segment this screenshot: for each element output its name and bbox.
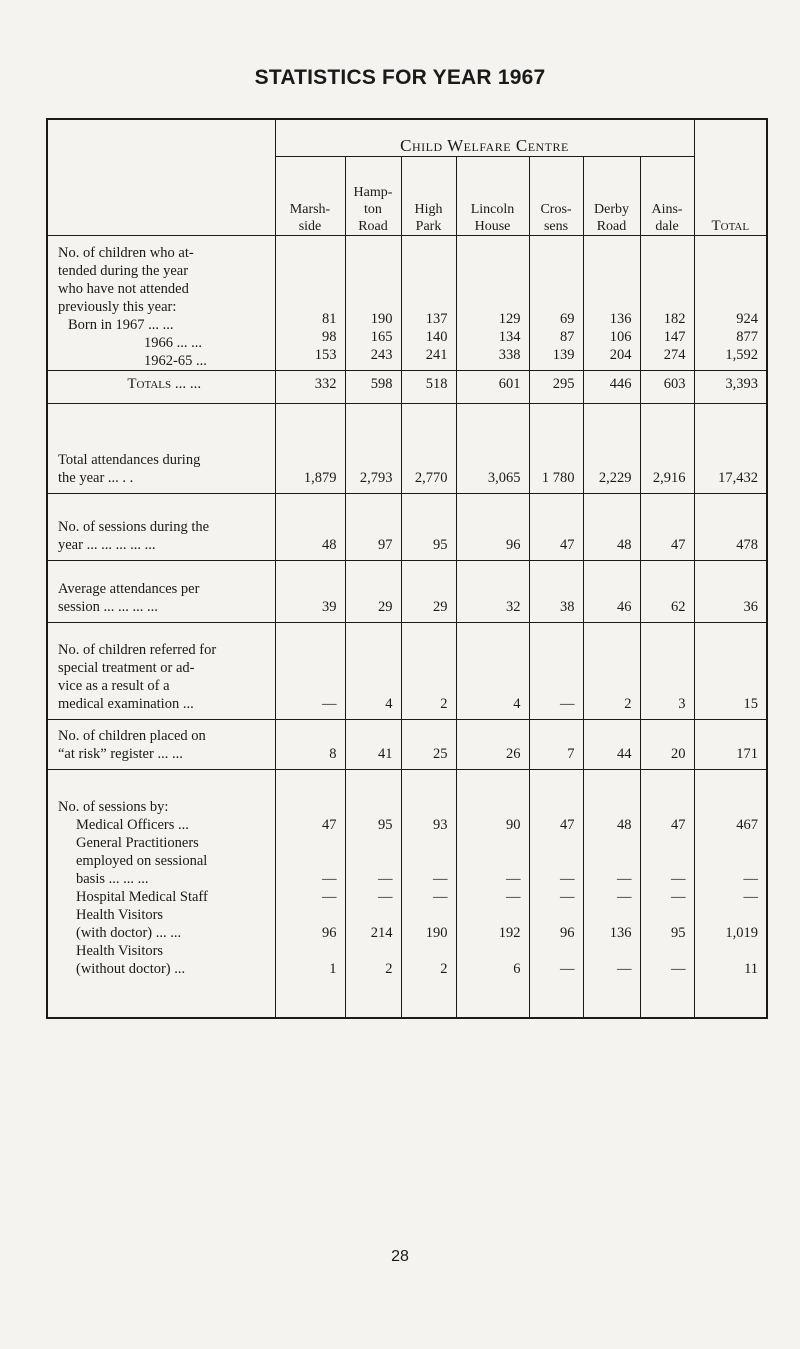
value-cell bbox=[401, 623, 456, 720]
cell-value: 204 bbox=[609, 347, 632, 363]
cell-value: — bbox=[322, 871, 337, 887]
cell-value: 47 bbox=[671, 537, 686, 553]
value-cell bbox=[275, 371, 345, 404]
cell-value: 332 bbox=[314, 376, 337, 392]
cell-value: — bbox=[617, 889, 632, 905]
table-row bbox=[47, 494, 767, 561]
cell-value: — bbox=[617, 961, 632, 977]
value-cell bbox=[456, 561, 529, 623]
cell-value: 95 bbox=[433, 537, 448, 553]
sub-row-label: General Practitioners employed on sessional basis ... ... ... bbox=[76, 835, 208, 887]
value-cell bbox=[694, 770, 767, 1018]
cell-value: — bbox=[560, 961, 575, 977]
sub-row-label: Born in 1967 ... ... bbox=[68, 317, 174, 333]
cell-value: 38 bbox=[560, 599, 575, 615]
cell-value: 3 bbox=[678, 696, 686, 712]
column-header: Cros- sens bbox=[529, 157, 583, 236]
cell-value: 1 bbox=[329, 961, 337, 977]
cell-value: 48 bbox=[617, 537, 632, 553]
cell-value: 26 bbox=[506, 746, 521, 762]
cell-value: 87 bbox=[560, 329, 575, 345]
value-cell bbox=[583, 561, 640, 623]
cell-value: 32 bbox=[506, 599, 521, 615]
cell-value: 69 bbox=[560, 311, 575, 327]
sub-row-label: 1966 ... ... bbox=[144, 335, 202, 351]
value-cell bbox=[401, 404, 456, 494]
value-cell bbox=[345, 404, 401, 494]
cell-value: — bbox=[617, 871, 632, 887]
column-header: High Park bbox=[401, 157, 456, 236]
cell-value: 134 bbox=[498, 329, 521, 345]
cell-value: 15 bbox=[743, 696, 759, 712]
value-cell bbox=[456, 371, 529, 404]
cell-value: 598 bbox=[370, 376, 393, 392]
cell-value: 2 bbox=[385, 961, 393, 977]
cell-value: 2 bbox=[440, 696, 448, 712]
value-cell bbox=[640, 494, 694, 561]
value-cell bbox=[345, 770, 401, 1018]
cell-value: 29 bbox=[378, 599, 393, 615]
value-cell bbox=[275, 236, 345, 371]
cell-value: 81 bbox=[322, 311, 337, 327]
cell-value: 129 bbox=[498, 311, 521, 327]
cell-value: 11 bbox=[744, 961, 759, 977]
cell-value: 17,432 bbox=[718, 470, 759, 486]
row-label bbox=[47, 371, 275, 404]
cell-value: 478 bbox=[736, 537, 759, 553]
column-header: Lincoln House bbox=[456, 157, 529, 236]
column-header: Hamp- ton Road bbox=[345, 157, 401, 236]
value-cell bbox=[529, 720, 583, 770]
table-row bbox=[47, 720, 767, 770]
value-cell bbox=[456, 770, 529, 1018]
cell-value: — bbox=[433, 889, 448, 905]
cell-value: 924 bbox=[736, 311, 759, 327]
cell-value: 29 bbox=[433, 599, 448, 615]
group-header-label: Child Welfare Centre bbox=[400, 136, 569, 155]
cell-value: 601 bbox=[498, 376, 521, 392]
cell-value: — bbox=[560, 889, 575, 905]
value-cell bbox=[401, 236, 456, 371]
value-cell bbox=[401, 494, 456, 561]
cell-value: 3,065 bbox=[487, 470, 521, 486]
sub-row-label: 1962-65 ... bbox=[144, 353, 207, 369]
cell-value: 190 bbox=[425, 925, 448, 941]
value-cell bbox=[345, 561, 401, 623]
value-cell bbox=[694, 623, 767, 720]
sub-row-label: Hospital Medical Staff bbox=[76, 889, 208, 905]
cell-value: 171 bbox=[736, 746, 759, 762]
value-cell bbox=[694, 720, 767, 770]
cell-value: 97 bbox=[378, 537, 393, 553]
cell-value: 95 bbox=[378, 817, 393, 833]
cell-value: 140 bbox=[425, 329, 448, 345]
cell-value: — bbox=[671, 889, 686, 905]
value-cell bbox=[345, 720, 401, 770]
column-header: Marsh- side bbox=[275, 157, 345, 236]
cell-value: 2 bbox=[440, 961, 448, 977]
value-cell bbox=[529, 404, 583, 494]
cell-value: 182 bbox=[663, 311, 686, 327]
cell-value: 139 bbox=[552, 347, 575, 363]
value-cell bbox=[583, 623, 640, 720]
value-cell bbox=[401, 720, 456, 770]
corner-cell bbox=[47, 119, 275, 236]
value-cell bbox=[529, 561, 583, 623]
column-header: Ains- dale bbox=[640, 157, 694, 236]
value-cell bbox=[456, 623, 529, 720]
value-cell bbox=[345, 236, 401, 371]
row-label: No. of children placed on “at risk” register ... ... bbox=[47, 720, 275, 770]
cell-value: 2,793 bbox=[359, 470, 393, 486]
cell-value: 3,393 bbox=[725, 376, 759, 392]
cell-value: 96 bbox=[322, 925, 337, 941]
cell-value: 2,916 bbox=[652, 470, 686, 486]
value-cell bbox=[640, 623, 694, 720]
value-cell bbox=[456, 236, 529, 371]
cell-value: 338 bbox=[498, 347, 521, 363]
value-cell bbox=[529, 623, 583, 720]
cell-value: 47 bbox=[322, 817, 337, 833]
value-cell bbox=[583, 770, 640, 1018]
cell-value: 1,592 bbox=[725, 347, 759, 363]
value-cell bbox=[456, 720, 529, 770]
cell-value: 243 bbox=[370, 347, 393, 363]
cell-value: 2 bbox=[624, 696, 632, 712]
cell-value: 39 bbox=[322, 599, 337, 615]
table-row bbox=[47, 236, 767, 371]
value-cell bbox=[456, 494, 529, 561]
cell-value: 467 bbox=[736, 817, 759, 833]
value-cell bbox=[583, 236, 640, 371]
value-cell bbox=[275, 623, 345, 720]
cell-value: 603 bbox=[663, 376, 686, 392]
cell-value: 47 bbox=[560, 537, 575, 553]
value-cell bbox=[275, 494, 345, 561]
value-cell bbox=[275, 561, 345, 623]
table-row bbox=[47, 623, 767, 720]
cell-value: 295 bbox=[552, 376, 575, 392]
cell-value: 446 bbox=[609, 376, 632, 392]
cell-value: 41 bbox=[378, 746, 393, 762]
cell-value: — bbox=[560, 696, 575, 712]
cell-value: 241 bbox=[425, 347, 448, 363]
value-cell bbox=[583, 720, 640, 770]
value-cell bbox=[640, 236, 694, 371]
value-cell bbox=[694, 494, 767, 561]
page-number: 28 bbox=[391, 1248, 409, 1265]
sub-row-label: Health Visitors (without doctor) ... bbox=[76, 943, 186, 977]
cell-value: 93 bbox=[433, 817, 448, 833]
sub-row-label: Health Visitors (with doctor) ... ... bbox=[76, 907, 182, 941]
cell-value: 48 bbox=[322, 537, 337, 553]
page-title: STATISTICS FOR YEAR 1967 bbox=[254, 66, 546, 89]
total-header-spacer bbox=[694, 119, 767, 157]
table-row bbox=[47, 404, 767, 494]
row-label: No. of sessions during the year ... ... ... ... ... bbox=[47, 494, 275, 561]
cell-value: 36 bbox=[743, 599, 759, 615]
value-cell bbox=[640, 770, 694, 1018]
table-row bbox=[47, 770, 767, 1018]
cell-value: 192 bbox=[498, 925, 521, 941]
cell-value: 44 bbox=[617, 746, 632, 762]
cell-value: 6 bbox=[513, 961, 521, 977]
cell-value: — bbox=[743, 889, 759, 905]
value-cell bbox=[583, 371, 640, 404]
value-cell bbox=[640, 720, 694, 770]
cell-value: — bbox=[671, 871, 686, 887]
cell-value: 1 780 bbox=[541, 470, 575, 486]
cell-value: 7 bbox=[567, 746, 575, 762]
cell-value: 165 bbox=[370, 329, 393, 345]
cell-value: — bbox=[506, 871, 521, 887]
cell-value: 147 bbox=[663, 329, 686, 345]
cell-value: 2,229 bbox=[598, 470, 632, 486]
statistics-table bbox=[46, 118, 768, 1019]
cell-value: — bbox=[378, 889, 393, 905]
cell-value: 137 bbox=[425, 311, 448, 327]
value-cell bbox=[275, 404, 345, 494]
cell-value: 190 bbox=[370, 311, 393, 327]
sub-row-label: Medical Officers ... bbox=[76, 817, 189, 833]
cell-value: 136 bbox=[609, 925, 632, 941]
cell-value: 8 bbox=[329, 746, 337, 762]
value-cell bbox=[640, 371, 694, 404]
cell-value: 106 bbox=[609, 329, 632, 345]
value-cell bbox=[694, 404, 767, 494]
cell-value: 4 bbox=[513, 696, 521, 712]
cell-value: 2,770 bbox=[414, 470, 448, 486]
value-cell bbox=[456, 404, 529, 494]
value-cell bbox=[694, 561, 767, 623]
row-label: Average attendances per session ... ... ... ... bbox=[47, 561, 275, 623]
cell-value: 4 bbox=[385, 696, 393, 712]
cell-value: — bbox=[743, 871, 759, 887]
value-cell bbox=[583, 494, 640, 561]
cell-value: 48 bbox=[617, 817, 632, 833]
value-cell bbox=[529, 371, 583, 404]
cell-value: 25 bbox=[433, 746, 448, 762]
value-cell bbox=[694, 371, 767, 404]
column-header bbox=[694, 157, 767, 236]
cell-value: 62 bbox=[671, 599, 686, 615]
cell-value: 1,019 bbox=[725, 925, 759, 941]
value-cell bbox=[275, 770, 345, 1018]
value-cell bbox=[640, 561, 694, 623]
cell-value: 1,879 bbox=[303, 470, 337, 486]
row-label: No. of children referred for special treatment or ad- vice as a result of a medical examination ... bbox=[47, 623, 275, 720]
cell-value: 518 bbox=[425, 376, 448, 392]
value-cell bbox=[345, 623, 401, 720]
value-cell bbox=[401, 561, 456, 623]
column-header-label: Total bbox=[711, 218, 750, 234]
cell-value: 95 bbox=[671, 925, 686, 941]
cell-value: 877 bbox=[736, 329, 759, 345]
cell-value: — bbox=[433, 871, 448, 887]
cell-value: 153 bbox=[314, 347, 337, 363]
cell-value: 96 bbox=[560, 925, 575, 941]
table-row bbox=[47, 371, 767, 404]
column-header: Derby Road bbox=[583, 157, 640, 236]
cell-value: — bbox=[322, 696, 337, 712]
value-cell bbox=[401, 770, 456, 1018]
cell-value: 136 bbox=[609, 311, 632, 327]
value-cell bbox=[345, 371, 401, 404]
value-cell bbox=[345, 494, 401, 561]
cell-value: — bbox=[322, 889, 337, 905]
value-cell bbox=[583, 404, 640, 494]
group-header bbox=[275, 119, 694, 157]
cell-value: 98 bbox=[322, 329, 337, 345]
cell-value: — bbox=[378, 871, 393, 887]
cell-value: 274 bbox=[663, 347, 686, 363]
value-cell bbox=[640, 404, 694, 494]
row-label: Total attendances during the year ... . . bbox=[47, 404, 275, 494]
table-row bbox=[47, 561, 767, 623]
row-label: No. of sessions by: Medical Officers ... General Practitioners employed on sessional basis ... ... ... Hospital Medical Staff Health Visitors (with doctor) ... ... Health Visitors (without doctor) ... bbox=[47, 770, 275, 1018]
cell-value: 96 bbox=[506, 537, 521, 553]
cell-value: 20 bbox=[671, 746, 686, 762]
totals-label: Totals ... ... bbox=[127, 376, 202, 392]
cell-value: 46 bbox=[617, 599, 632, 615]
cell-value: — bbox=[671, 961, 686, 977]
value-cell bbox=[529, 494, 583, 561]
cell-value: 90 bbox=[506, 817, 521, 833]
value-cell bbox=[529, 236, 583, 371]
value-cell bbox=[401, 371, 456, 404]
row-label: No. of children who at- tended during the year who have not attended previously this year: Born in 1967 ... ... 1966 ... ... 1962-65 ... bbox=[47, 236, 275, 371]
value-cell bbox=[529, 770, 583, 1018]
value-cell bbox=[275, 720, 345, 770]
cell-value: 214 bbox=[370, 925, 393, 941]
cell-value: 47 bbox=[560, 817, 575, 833]
cell-value: 47 bbox=[671, 817, 686, 833]
cell-value: — bbox=[560, 871, 575, 887]
value-cell bbox=[694, 236, 767, 371]
cell-value: — bbox=[506, 889, 521, 905]
